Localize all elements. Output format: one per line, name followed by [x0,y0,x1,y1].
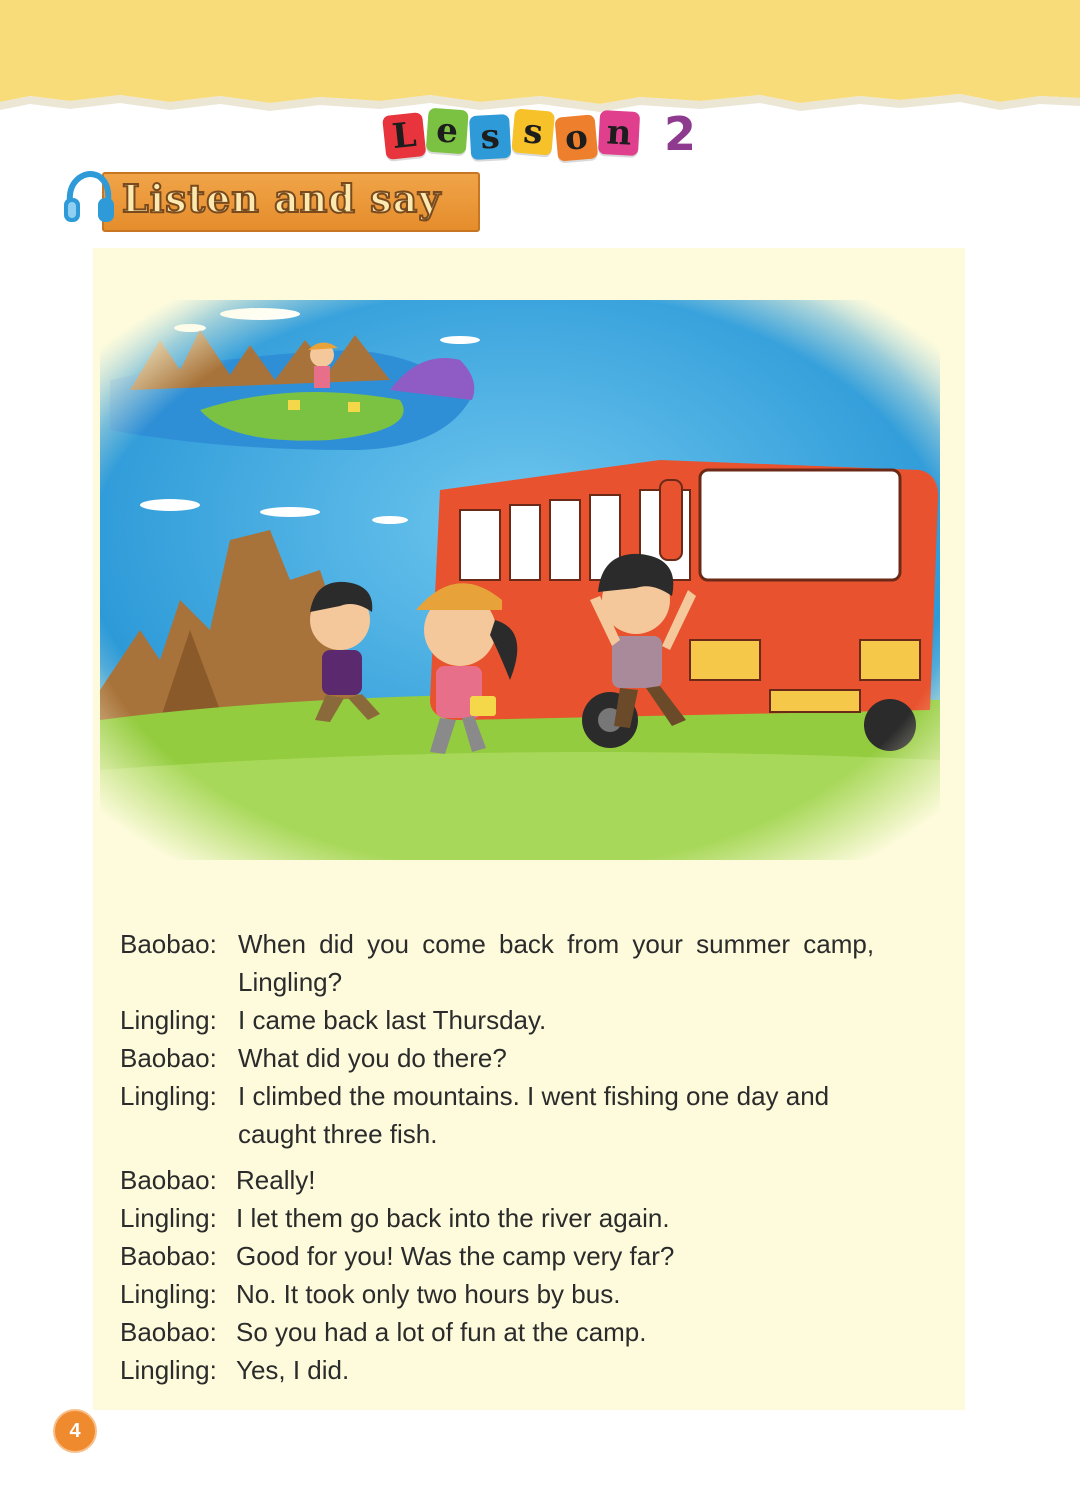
lesson-letter: L [382,112,426,160]
utterance: Yes, I did. [236,1355,350,1385]
speaker: Lingling: [120,1355,217,1385]
utterance: I climbed the mountains. I went fishing one day and [238,1081,830,1111]
dialogue-line [120,1313,647,1351]
speaker: Lingling: [120,1279,217,1309]
speaker: Lingling: [120,1203,217,1233]
speaker: Baobao: [120,929,217,959]
lesson-number: 2 [664,107,697,161]
lesson-letter: e [426,108,469,155]
lesson-title [384,104,696,164]
lesson-letter: s [469,114,511,160]
dialogue-line [120,1077,829,1115]
utterance: No. It took only two hours by bus. [236,1279,621,1309]
speaker [120,963,238,1001]
speaker: Baobao: [120,1241,217,1271]
utterance: So you had a lot of fun at the camp. [236,1317,647,1347]
dialogue-line [120,925,874,963]
dialogue-line [120,1237,674,1275]
utterance: I came back last Thursday. [238,1005,547,1035]
utterance: Really! [236,1165,316,1195]
speaker: Baobao: [120,1043,217,1073]
dialogue-line [120,1275,620,1313]
section-title: Listen and say [122,176,442,221]
utterance: Lingling? [238,967,343,997]
dialogue-line [120,1115,437,1153]
top-banner [0,0,1080,120]
speaker: Baobao: [120,1165,217,1195]
lesson-letter: n [598,110,640,156]
dialogue-line [120,1199,670,1237]
lesson-letter: s [511,108,555,155]
speaker: Lingling: [120,1005,217,1035]
speaker: Baobao: [120,1317,217,1347]
section-header [60,166,480,236]
speaker [120,1115,238,1153]
dialogue-line [120,1001,546,1039]
dialogue-line [120,963,342,1001]
page-number: 4 [53,1409,97,1453]
lesson-letter: o [555,114,599,161]
dialogue-line [120,1351,349,1389]
utterance: Good for you! Was the camp very far? [236,1241,675,1271]
headphones-icon[interactable] [60,168,116,228]
speaker: Lingling: [120,1081,217,1111]
camp-illustration [100,300,940,860]
utterance: What did you do there? [238,1043,507,1073]
utterance: I let them go back into the river again. [236,1203,670,1233]
dialogue-line [120,1161,315,1199]
dialogue-line [120,1039,507,1077]
utterance: When did you come back from your summer camp, [238,929,875,959]
utterance: caught three fish. [238,1119,438,1149]
